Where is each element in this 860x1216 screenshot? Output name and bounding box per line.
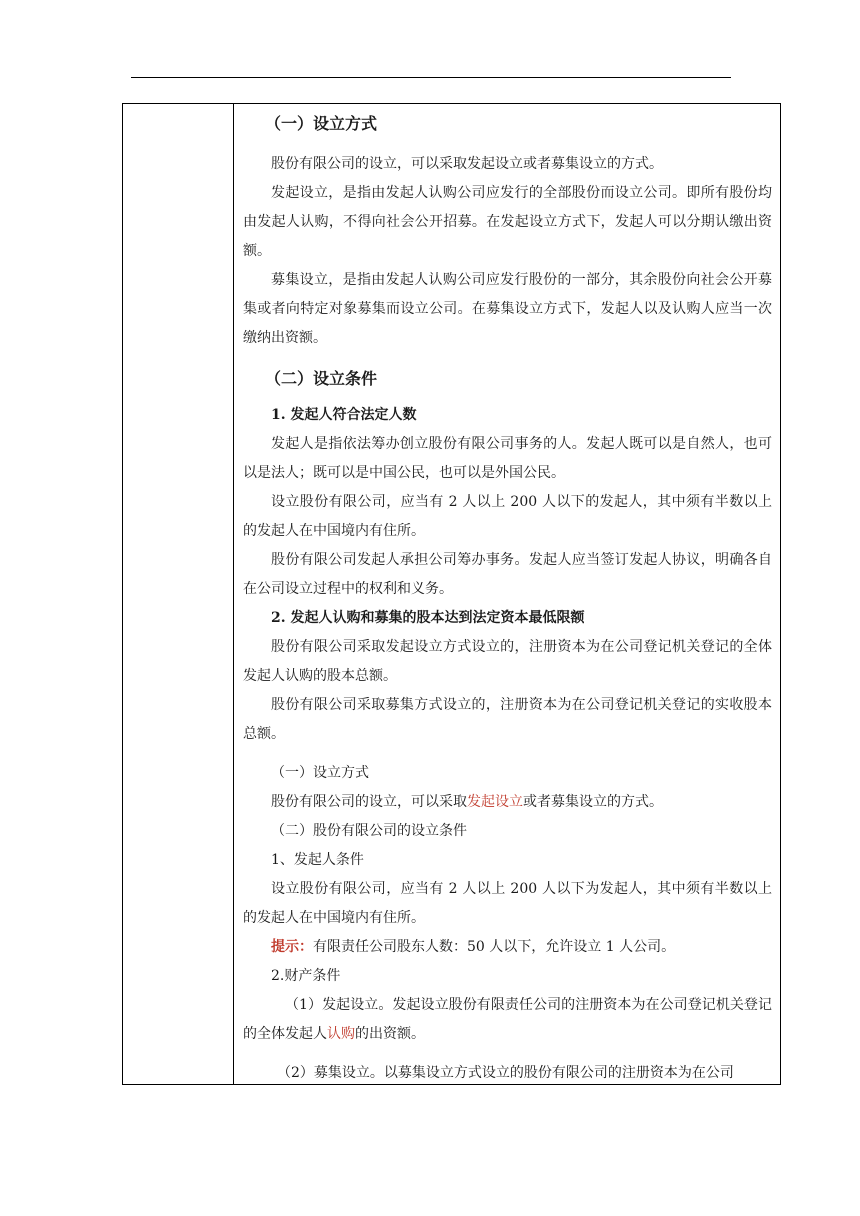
notes-p4: （2）募集设立。以募集设立方式设立的股份有限公司的注册资本为在公司 [277, 1065, 734, 1081]
notes-heading-4: 2.财产条件 [271, 968, 341, 984]
notes-heading-1: （一）设立方式 [271, 765, 369, 781]
item1-p3: 股份有限公司发起人承担公司筹办事务。发起人应当签订发起人协议，明确各自在公司设立过程中的权利和义务。 [243, 552, 772, 597]
item2-p2: 股份有限公司采取募集方式设立的，注册资本为在公司登记机关登记的实收股本总额。 [243, 697, 772, 742]
item2-p1: 股份有限公司采取发起设立方式设立的，注册资本为在公司登记机关登记的全体发起人认购的股本总额。 [243, 639, 772, 684]
notes-heading-2: （二）股份有限公司的设立条件 [271, 823, 467, 839]
item1-p2: 设立股份有限公司，应当有 2 人以上 200 人以下的发起人，其中须有半数以上的发起人在中国境内有住所。 [243, 494, 772, 539]
notes-p1-post: 或者募集设立的方式。 [523, 794, 663, 810]
notes-p1-highlight: 发起设立 [467, 794, 523, 810]
item2-title: 2. 发起人认购和募集的股本达到法定资本最低限额 [271, 610, 585, 626]
header-rule [131, 77, 731, 78]
notes-p3-post: 的出资额。 [355, 1026, 425, 1042]
notes-p3-pre: （1）发起设立。发起设立股份有限责任公司的注册资本为在公司登记机关登记的全体发起人 [243, 997, 772, 1042]
right-cell [235, 104, 780, 1084]
section1-p1: 股份有限公司的设立，可以采取发起设立或者募集设立的方式。 [271, 156, 663, 172]
notes-tip [243, 933, 772, 962]
notes-p1-pre: 股份有限公司的设立，可以采取 [271, 794, 467, 810]
left-cell [123, 104, 234, 1084]
notes-heading-3: 1、发起人条件 [271, 852, 364, 868]
section1-p3: 募集设立，是指由发起人认购公司应发行股份的一部分，其余股份向社会公开募集或者向特定对象募集而设立公司。在募集设立方式下，发起人以及认购人应当一次缴纳出资额。 [243, 272, 772, 346]
content-table [122, 103, 781, 1085]
tip-text: 有限责任公司股东人数：50 人以下，允许设立 1 人公司。 [313, 939, 676, 955]
item1-p1: 发起人是指依法筹办创立股份有限公司事务的人。发起人既可以是自然人，也可以是法人；既可以是中国公民，也可以是外国公民。 [243, 436, 772, 481]
notes-p3-highlight: 认购 [327, 1026, 355, 1042]
section1-p2: 发起设立，是指由发起人认购公司应发行的全部股份而设立公司。即所有股份均由发起人认购，不得向社会公开招募。在发起设立方式下，发起人可以分期认缴出资额。 [243, 185, 772, 259]
section2-heading: （二）设立条件 [265, 369, 378, 388]
tip-label: 提示： [271, 939, 313, 955]
item1-title: 1. 发起人符合法定人数 [271, 407, 417, 423]
notes-p1 [243, 788, 772, 817]
notes-p2: 设立股份有限公司，应当有 2 人以上 200 人以下为发起人，其中须有半数以上的发起人在中国境内有住所。 [243, 881, 772, 926]
section1-heading: （一）设立方式 [265, 114, 378, 133]
notes-p3 [243, 991, 772, 1049]
